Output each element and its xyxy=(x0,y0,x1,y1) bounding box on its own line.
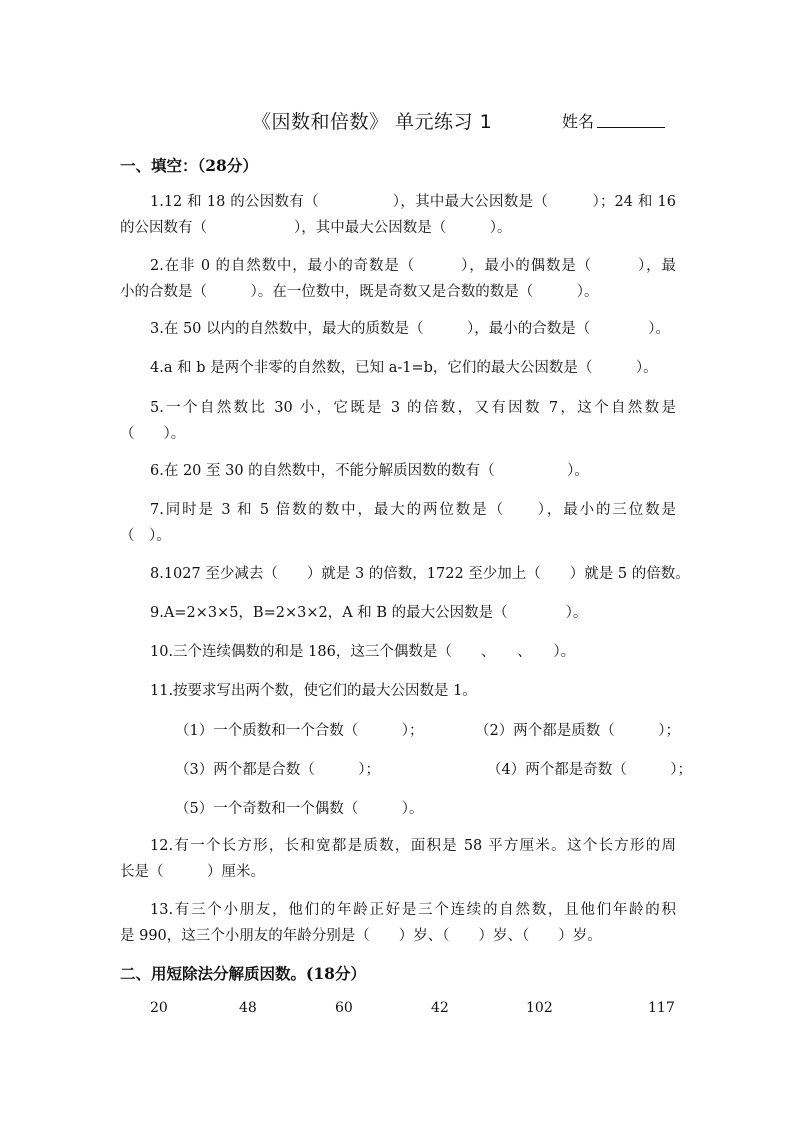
question-6 xyxy=(120,458,676,484)
question-13 xyxy=(120,897,676,949)
page-title: 《因数和倍数》 单元练习 1 xyxy=(252,111,493,133)
question-2-line-2: 小的合数是（ ）。在一位数中，既是奇数又是合数的数是（ ）。 xyxy=(120,284,599,300)
factor-number-2: 48 xyxy=(239,1000,257,1016)
section-2-heading: 二、用短除法分解质因数。(18分） xyxy=(120,964,366,983)
question-6-line-1: 6.在 20 至 30 的自然数中，不能分解质因数的数有（ ）。 xyxy=(150,463,589,479)
question-12-line-1: 12.有一个长方形，长和宽都是质数，面积是 58 平方厘米。这个长方形的周 xyxy=(150,838,676,854)
header xyxy=(0,107,794,135)
question-7-line-1: 7.同时是 3 和 5 倍数的数中，最大的两位数是（ ），最小的三位数是 xyxy=(150,502,676,518)
question-7 xyxy=(120,497,676,549)
question-9 xyxy=(120,600,676,626)
question-11-line-1: 11.按要求写出两个数，使它们的最大公因数是 1。 xyxy=(150,683,477,699)
question-11-item-3: （3）两个都是合数（ ）； xyxy=(175,762,380,778)
question-1-line-1: 1.12 和 18 的公因数有（ ），其中最大公因数是（ ）；24 和 16 xyxy=(150,194,676,210)
question-5-line-1: 5.一个自然数比 30 小，它既是 3 的倍数，又有因数 7，这个自然数是 xyxy=(150,400,676,416)
question-8 xyxy=(120,561,690,587)
factor-number-3: 60 xyxy=(335,1000,353,1016)
question-9-line-1: 9.A=2×3×5，B=2×3×2，A 和 B 的最大公因数是（ ）。 xyxy=(150,605,588,621)
factorization-numbers xyxy=(0,1000,794,1022)
name-label: 姓名 xyxy=(562,112,595,131)
question-4 xyxy=(120,355,676,381)
factor-number-1: 20 xyxy=(150,1000,168,1016)
question-11-item-5: （5）一个奇数和一个偶数（ ）。 xyxy=(175,801,424,817)
question-13-line-2: 是 990，这三个小朋友的年龄分别是（ ）岁、（ ）岁、（ ）岁。 xyxy=(120,928,602,944)
section-1-heading: 一、填空：（28分） xyxy=(120,156,258,175)
name-blank-line[interactable] xyxy=(597,127,665,128)
question-10 xyxy=(120,639,676,665)
question-2-line-1: 2.在非 0 的自然数中，最小的奇数是（ ），最小的偶数是（ ），最 xyxy=(150,258,676,274)
factor-number-4: 42 xyxy=(431,1000,449,1016)
factor-number-6: 117 xyxy=(648,1000,675,1016)
question-11-row-1 xyxy=(175,719,695,743)
question-11-item-4: （4）两个都是奇数（ ）； xyxy=(487,762,692,778)
question-7-line-2: （ ）。 xyxy=(120,528,171,544)
question-11-row-2 xyxy=(175,758,695,782)
question-2 xyxy=(120,253,676,305)
question-11 xyxy=(120,678,676,704)
question-12 xyxy=(120,833,676,885)
question-5 xyxy=(120,395,676,447)
question-4-line-1: 4.a 和 b 是两个非零的自然数，已知 a-1=b，它们的最大公因数是（ ）。 xyxy=(150,360,658,376)
question-8-line-1: 8.1027 至少减去（ ）就是 3 的倍数，1722 至少加上（ ）就是 5 的倍数。 xyxy=(150,566,690,582)
question-12-line-2: 长是（ ）厘米。 xyxy=(120,864,265,880)
question-11-item-1: （1）一个质数和一个合数（ ）； xyxy=(175,723,424,739)
question-10-line-1: 10.三个连续偶数的和是 186，这三个偶数是（ 、 、 ）。 xyxy=(150,644,576,660)
question-3 xyxy=(120,316,676,342)
question-13-line-1: 13.有三个小朋友，他们的年龄正好是三个连续的自然数，且他们年龄的积 xyxy=(150,902,676,918)
question-11-item-2: （2）两个都是质数（ ）； xyxy=(475,723,680,739)
question-3-line-1: 3.在 50 以内的自然数中，最大的质数是（ ），最小的合数是（ ）。 xyxy=(150,321,671,337)
factor-number-5: 102 xyxy=(526,1000,553,1016)
question-5-line-2: （ ）。 xyxy=(120,426,186,442)
question-1-line-2: 的公因数有（ ），其中最大公因数是（ ）。 xyxy=(120,220,512,236)
question-1 xyxy=(120,189,676,241)
question-11-row-3 xyxy=(175,797,695,821)
